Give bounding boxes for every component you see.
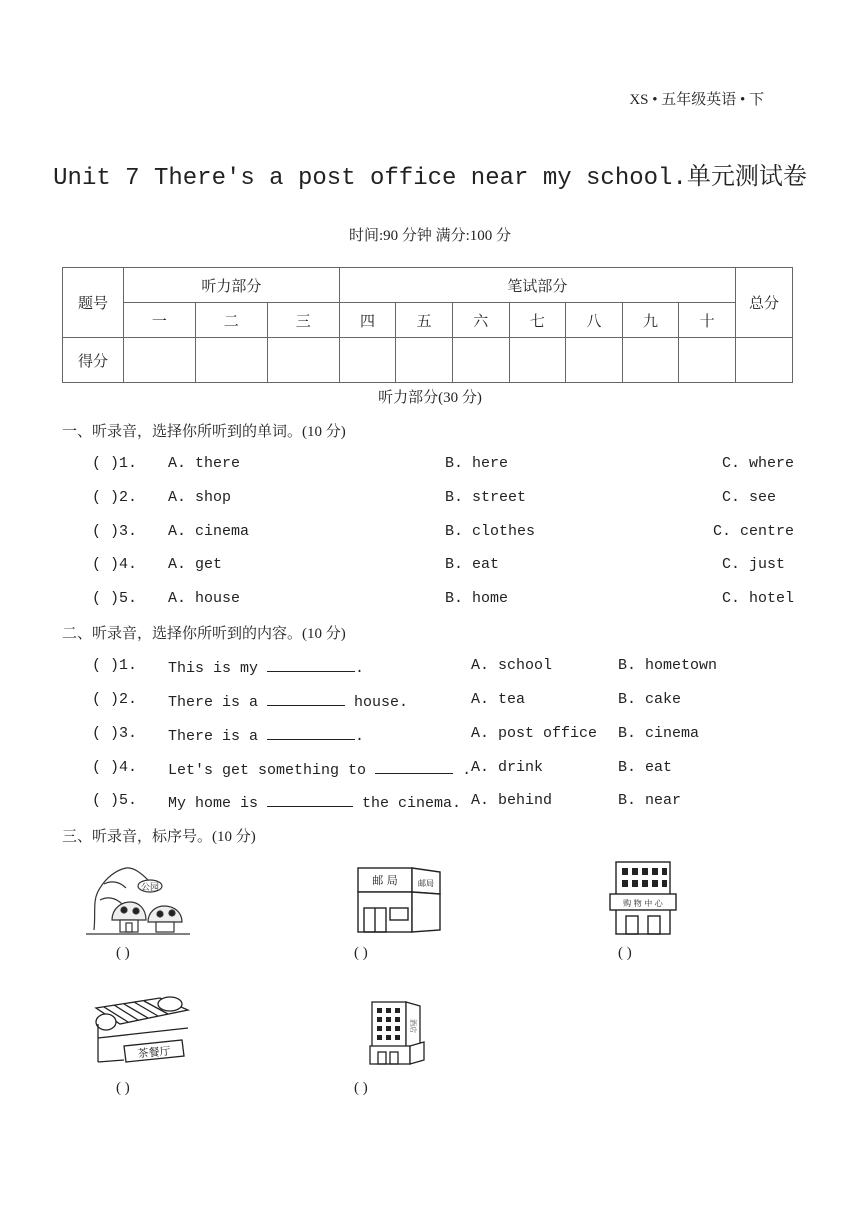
column-header: 四 — [339, 303, 396, 338]
sentence-post: house. — [354, 694, 409, 711]
tea-restaurant-picture — [90, 994, 194, 1068]
row-label-score: 得分 — [63, 338, 124, 383]
sentence — [168, 657, 364, 677]
answer-paren[interactable]: ( )5. — [92, 792, 138, 809]
tea-restaurant-sign: 茶餐厅 — [137, 1044, 172, 1061]
sentence — [168, 759, 471, 779]
option-b: B. eat — [618, 759, 673, 776]
sentence-pre: There is a — [168, 728, 259, 745]
answer-paren[interactable]: ( )2. — [92, 489, 138, 506]
score-cell[interactable] — [679, 338, 736, 383]
answer-paren[interactable]: ( )4. — [92, 556, 138, 573]
fill-blank[interactable] — [267, 792, 353, 807]
score-cell[interactable] — [195, 338, 267, 383]
sentence-pre: My home is — [168, 795, 259, 812]
option-b: B. hometown — [618, 657, 718, 674]
section1-title: 一、听录音，选择你所听到的单词。(10 分) — [62, 424, 346, 440]
option-c: C. where — [722, 455, 795, 472]
option-a: A. post office — [471, 725, 598, 742]
sentence-pre: There is a — [168, 694, 259, 711]
answer-paren[interactable]: ( ) — [116, 945, 130, 961]
column-header: 十 — [679, 303, 736, 338]
score-cell[interactable] — [509, 338, 566, 383]
written-group-header: 笔试部分 — [339, 268, 735, 303]
row-label-number: 题号 — [63, 268, 124, 338]
option-c: C. centre — [713, 523, 795, 540]
answer-paren[interactable]: ( ) — [116, 1080, 130, 1096]
option-a: A. behind — [471, 792, 553, 809]
park-picture — [86, 860, 190, 936]
sentence-post: . — [355, 728, 365, 745]
answer-paren[interactable]: ( )1. — [92, 455, 138, 472]
option-a: A. tea — [471, 691, 526, 708]
option-a: A. house — [168, 590, 241, 607]
option-b: B. eat — [445, 556, 500, 573]
fill-blank[interactable] — [375, 759, 453, 774]
score-cell[interactable] — [396, 338, 453, 383]
option-a: A. school — [471, 657, 553, 674]
answer-paren[interactable]: ( )3. — [92, 523, 138, 540]
column-header: 九 — [622, 303, 679, 338]
score-cell[interactable] — [124, 338, 196, 383]
page-title: Unit 7 There's a post office near my school.单元测试卷 — [53, 165, 807, 192]
answer-paren[interactable]: ( )1. — [92, 657, 138, 674]
fill-blank[interactable] — [267, 725, 355, 740]
column-header: 五 — [396, 303, 453, 338]
column-header: 七 — [509, 303, 566, 338]
option-a: A. get — [168, 556, 223, 573]
column-header: 六 — [452, 303, 509, 338]
option-b: B. home — [445, 590, 509, 607]
answer-paren[interactable]: ( ) — [354, 1080, 368, 1096]
park-sign: 公园 — [140, 883, 160, 893]
column-header: 二 — [195, 303, 267, 338]
option-b: B. street — [445, 489, 527, 506]
listening-group-header: 听力部分 — [124, 268, 340, 303]
sentence-pre: Let's get something to — [168, 762, 367, 779]
total-header: 总分 — [736, 268, 793, 338]
option-b: B. cake — [618, 691, 682, 708]
answer-paren[interactable]: ( )3. — [92, 725, 138, 742]
column-header: 三 — [267, 303, 339, 338]
score-table — [62, 267, 793, 383]
score-cell[interactable] — [267, 338, 339, 383]
option-a: A. there — [168, 455, 241, 472]
hotel-picture — [368, 998, 428, 1068]
exam-time-score: 时间:90 分钟 满分:100 分 — [348, 228, 512, 244]
listening-section-header: 听力部分(30 分) — [378, 390, 482, 406]
header-tag: XS • 五年级英语 • 下 — [629, 92, 764, 108]
answer-paren[interactable]: ( )5. — [92, 590, 138, 607]
hotel-sign: 酒店 — [409, 1019, 417, 1033]
score-cell[interactable] — [736, 338, 793, 383]
option-b: B. here — [445, 455, 509, 472]
score-cell[interactable] — [566, 338, 623, 383]
sentence-post: the cinema. — [362, 795, 462, 812]
option-b: B. near — [618, 792, 682, 809]
option-a: A. cinema — [168, 523, 250, 540]
fill-blank[interactable] — [267, 691, 345, 706]
column-header: 一 — [124, 303, 196, 338]
fill-blank[interactable] — [267, 657, 355, 672]
shopping-centre-sign: 购 物 中 心 — [623, 899, 663, 908]
post-office-picture — [356, 864, 442, 934]
section3-title: 三、听录音，标序号。(10 分) — [62, 829, 256, 845]
post-office-sign: 邮 局 — [372, 874, 398, 887]
column-header: 八 — [566, 303, 623, 338]
score-cell[interactable] — [622, 338, 679, 383]
post-office-side-sign: 邮局 — [418, 879, 434, 888]
answer-paren[interactable]: ( ) — [354, 945, 368, 961]
sentence — [168, 792, 461, 812]
option-b: B. cinema — [618, 725, 700, 742]
score-cell[interactable] — [452, 338, 509, 383]
option-c: C. hotel — [722, 590, 795, 607]
option-b: B. clothes — [445, 523, 536, 540]
sentence — [168, 725, 364, 745]
option-a: A. shop — [168, 489, 232, 506]
option-c: C. just — [722, 556, 786, 573]
sentence-pre: This is my — [168, 660, 259, 677]
sentence-post: . — [355, 660, 365, 677]
score-cell[interactable] — [339, 338, 396, 383]
sentence-post: . — [462, 762, 472, 779]
answer-paren[interactable]: ( ) — [618, 945, 632, 961]
option-a: A. drink — [471, 759, 544, 776]
answer-paren[interactable]: ( )4. — [92, 759, 138, 776]
sentence — [168, 691, 408, 711]
shopping-centre-picture — [608, 860, 678, 936]
option-c: C. see — [722, 489, 777, 506]
answer-paren[interactable]: ( )2. — [92, 691, 138, 708]
section2-title: 二、听录音，选择你所听到的内容。(10 分) — [62, 626, 346, 642]
